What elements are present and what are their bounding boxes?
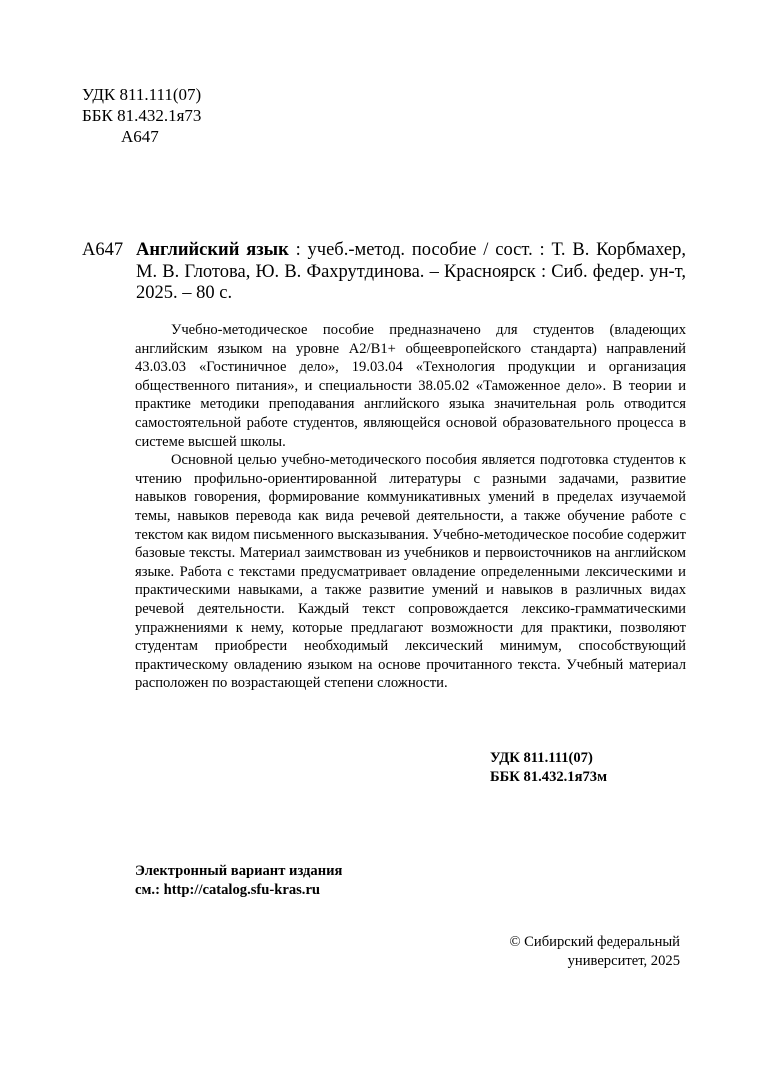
udk-code: УДК 811.111(07) bbox=[82, 85, 202, 104]
book-title: Английский язык bbox=[136, 240, 289, 260]
catalog-first-line bbox=[136, 240, 686, 262]
abstract-paragraph-1: Учебно-методическое пособие предназначено для студентов (владеющих английским языком на уровне А2/В1+ общеевропейского стандарта) направлений 43.03.03 «Гостиничное дело», 19.03.04 «Технология продукции и организация общественного питания», и специальности 38.05.02 «Таможенное дело». В теории и практике методики преподавания английского языка значительная роль отводится самостоятельной работе студентов, являющейся основой образовательного процесса в системе высшей школы. bbox=[135, 322, 686, 450]
abstract bbox=[135, 321, 686, 693]
electronic-edition bbox=[135, 862, 342, 899]
electronic-edition-link: см.: http://catalog.sfu-kras.ru bbox=[135, 881, 321, 898]
footer-bbk: ББК 81.432.1я73м bbox=[490, 768, 608, 785]
copyright-line-1: © Сибирский федеральный bbox=[509, 934, 680, 950]
copyright-line-2: университет, 2025 bbox=[567, 952, 680, 969]
catalog-mark: А647 bbox=[82, 240, 124, 260]
catalog-description-start: : учеб.-метод. пособие / сост. : Т. В. Корбмахер, bbox=[288, 240, 686, 260]
footer-codes bbox=[490, 749, 607, 786]
bbk-code: ББК 81.432.1я73 bbox=[82, 106, 202, 125]
electronic-edition-label: Электронный вариант издания bbox=[135, 863, 343, 879]
abstract-paragraph-2: Основной целью учебно-методического пособия является подготовка студентов к чтению профильно-ориентированной литературы с разными задачами, развитие навыков говорения, формирование коммуникативных умений в пределах изучаемой темы, навыков перевода как вида речевой деятельности, а также обучение работе с текстом как видом письменного высказывания. Учебно-методическое пособие содержит базовые тексты. Материал заимствован из учебников и первоисточников на английском языке. Работа с текстами предусматривает овладение определенными лексическими и практическими навыками, а также развитие умений и навыков в различных видах речевой деятельности. Каждый текст сопровождается лексико-грамматическими упражнениями к нему, которые предлагают возможности для практики, позволяют студентам приобрести необходимый лексический минимум, способствующий практическому овладению языком на основе прочитанного текста. Учебный материал расположен по возрастающей степени сложности. bbox=[135, 452, 686, 692]
author-mark: А647 bbox=[121, 127, 159, 146]
catalog-description-rest: М. В. Глотова, Ю. В. Фахрутдинова. – Красноярск : Сиб. федер. ун-т, 2025. – 80 с. bbox=[136, 261, 686, 303]
footer-udk: УДК 811.111(07) bbox=[490, 750, 593, 766]
copyright bbox=[470, 933, 680, 970]
